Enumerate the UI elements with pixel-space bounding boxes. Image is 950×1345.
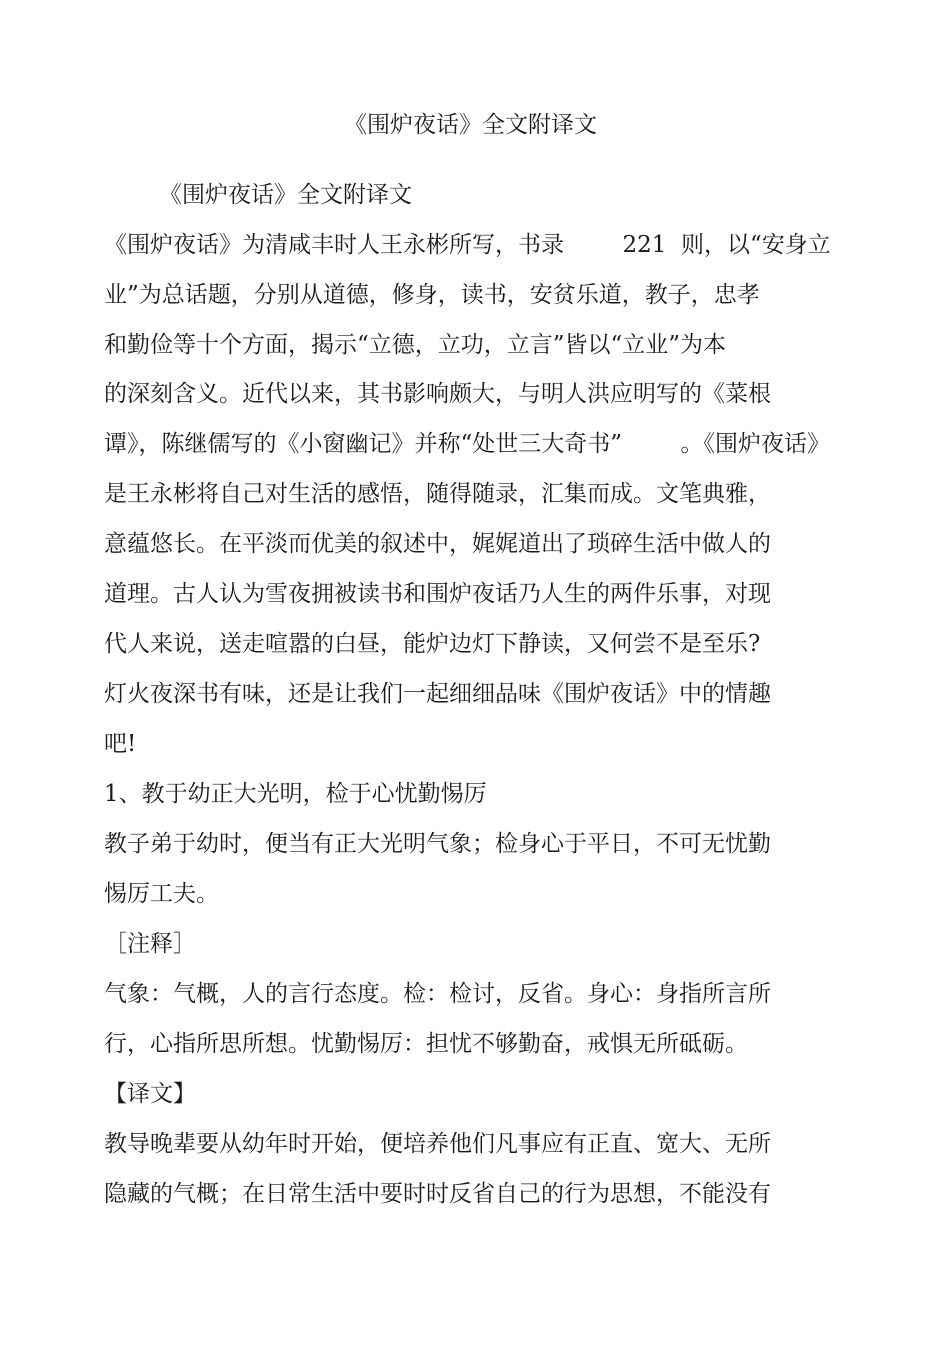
translation-line-1: 教导晚辈要从幼年时开始，便培养他们凡事应有正直、宽大、无所 <box>104 1131 771 1157</box>
intro-line-10: 灯火夜深书有味，还是让我们一起细细品味《围炉夜话》中的情趣 <box>104 681 771 707</box>
intro-line-3: 和勤俭等十个方面，揭示“立德，立功，立言”皆以“立业”为本 <box>104 332 727 358</box>
intro-line-11: 吧! <box>104 731 137 757</box>
intro-line-2: 业”为总话题，分别从道德，修身，读书，安贫乐道，教子，忠孝 <box>104 282 760 308</box>
intro-line-9: 代人来说，送走喧嚣的白昼，能炉边灯下静读，又何尝不是至乐? <box>104 631 761 657</box>
section-text-line-2: 惕厉工夫。 <box>104 881 219 907</box>
intro-line-5: 谭》，陈继儒写的《小窗幽记》并称“处世三大奇书” 。《围炉夜话》 <box>104 431 831 457</box>
intro-line-8: 道理。古人认为雪夜拥被读书和围炉夜话乃人生的两件乐事，对现 <box>104 581 771 607</box>
subtitle: 《围炉夜话》全文附译文 <box>159 182 412 208</box>
translation-label: 【译文】 <box>104 1081 196 1107</box>
notes-line-1: 气象：气概，人的言行态度。检：检讨，反省。身心：身指所言所 <box>104 981 771 1007</box>
translation-line-2: 隐藏的气概；在日常生活中要时时反省自己的行为思想，不能没有 <box>104 1181 771 1207</box>
notes-label: ［注释］ <box>104 931 196 957</box>
intro-line-4: 的深刻含义。近代以来，其书影响颇大，与明人洪应明写的《菜根 <box>104 381 771 407</box>
page-title: 《围炉夜话》全文附译文 <box>344 112 597 138</box>
section-heading: 1、教于幼正大光明，检于心忧勤惕厉 <box>104 781 487 807</box>
section-text-line-1: 教子弟于幼时，便当有正大光明气象；检身心于平日，不可无忧勤 <box>104 831 771 857</box>
notes-line-2: 行，心指所思所想。忧勤惕厉：担忧不够勤奋，戒惧无所砥砺。 <box>104 1031 748 1057</box>
intro-line-6: 是王永彬将自己对生活的感悟，随得随录，汇集而成。文笔典雅， <box>104 481 771 507</box>
intro-line-7: 意蕴悠长。在平淡而优美的叙述中，娓娓道出了琐碎生活中做人的 <box>104 531 771 557</box>
intro-line-1: 《围炉夜话》为清咸丰时人王永彬所写，书录 221 则，以“安身立 <box>104 232 831 258</box>
